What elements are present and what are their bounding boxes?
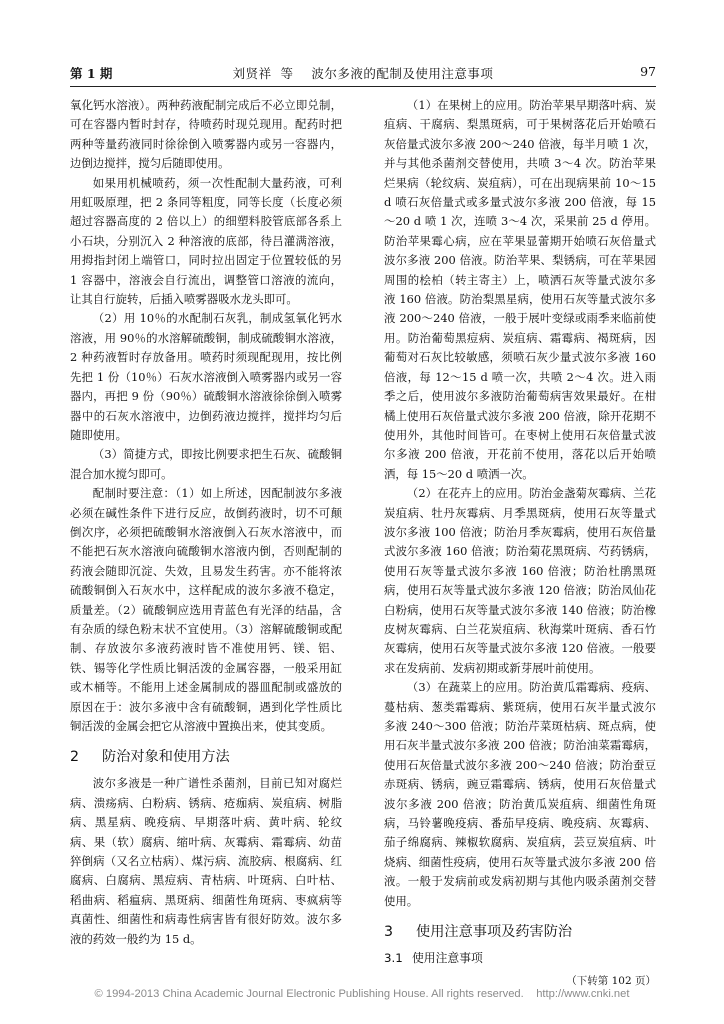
running-header (70, 62, 656, 87)
section-2-heading (70, 746, 342, 768)
left-column (70, 96, 342, 949)
paragraph-fruit-trees: （1）在果树上的应用。防治苹果早期落叶病、炭疽病、干腐病、梨黑斑病，可于果树落花后开始喷石灰倍量式波尔多液 200～240 倍液，每半月喷 1 次，并与其他杀菌剂交替使用，共喷 3～4 次。防治苹果烂果病（轮纹病、炭疽病），可在出现病果前 10～15 d 喷石灰倍量式或多量式波尔多液 200 倍液，每 15～20 d 喷 1 次，连喷 3～4 次，采果前 25 d 停用。防治苹果霉心病，应在苹果显蕾期开始喷石灰倍量式波尔多液 200 倍液。防治苹果、梨锈病，可在苹果园周围的桧柏（转主寄主）上，喷洒石灰等量式波尔多液 160 倍液。防治梨黑星病，使用石灰等量式波尔多液 200～240 倍液，一般于展叶变绿或雨季来临前使用。防治葡萄黑痘病、炭疽病、霜霉病、褐斑病，因葡萄对石灰比较敏感，须喷石灰少量式波尔多液 160 倍液，每 12～15 d 喷一次，共喷 2～4 次。进入雨季之后，使用波尔多液防治葡萄病害效果最好。在柑橘上使用石灰倍量式波尔多液 200 倍液，除开花期不使用外，其他时间皆可。在枣树上使用石灰倍量式波尔多液 200 倍液，开花前不使用，落花以后开始喷洒，每 15～20 d 喷洒一次。 (384, 98, 656, 481)
paragraph-vegetables: （3）在蔬菜上的应用。防治黄瓜霜霉病、疫病、蔓枯病、葱类霜霉病、紫斑病，使用石灰半量式波尔多液 240～300 倍液；防治芹菜斑枯病、斑点病，使用石灰半量式波尔多液 200 倍液；防治油菜霜霉病，使用石灰倍量式波尔多液 200～240 倍液；防治蚕豆赤斑病、锈病，豌豆霜霉病、锈病，使用石灰倍量式波尔多液 200 倍液；防治黄瓜炭疽病、细菌性角斑病，马铃薯晚疫病、番茄早疫病、晚疫病、灰霉病、茄子绵腐病、辣椒软腐病、炭疽病，芸豆炭疽病、叶烧病、细菌性疫病，使用石灰等量式波尔多液 200 倍液。一般于发病前或发病初期与其他内吸杀菌剂交替使用。 (384, 680, 656, 908)
paragraph-spectrum: 波尔多液是一种广谱性杀菌剂，目前已知对腐烂病、溃疡病、白粉病、锈病、疮痂病、炭疽病、树脂病、黑星病、晚疫病、早期落叶病、黄叶病、轮纹病、果（软）腐病、缩叶病、灰霉病、霜霉病、幼苗猝倒病（又名立枯病）、煤污病、流胶病、根腐病、红腐病、白腐病、黑痘病、青枯病、叶斑病、白叶枯、稻曲病、稻瘟病、黑斑病、细菌性角斑病、枣疯病等真菌性、细菌性和病毒性病害皆有很好防效。波尔多液的药效一般约为 15 d。 (70, 776, 342, 946)
section-title: 使用注意事项及药害防治 (416, 924, 573, 941)
subsection-3-1-heading (384, 949, 656, 968)
paragraph-precautions: 配制时要注意：（1）如上所述，因配制波尔多液必须在碱性条件下进行反应，故倒药液时，切不可颠倒次序，必须把硫酸铜水溶液倒入石灰水溶液中，而不能把石灰水溶液向硫酸铜水溶液内倒，否则配制的药液会随即沉淀、失效，且易发生药害。亦不能将浓硫酸铜倒入石灰水中，这样配成的波尔多液不稳定，质量差。（2）硫酸铜应选用青蓝色有光泽的结晶，含有杂质的绿色粉末状不宜使用。（3）溶解硫酸铜或配制、存放波尔多液药液时皆不准使用钙、镁、铝、铁、锡等化学性质比铜活泼的金属容器，一般采用缸或木桶等。不能用上述金属制成的器皿配制或盛放的原因在于：波尔多液中含有硫酸铜，遇到化学性质比铜活泼的金属会把它从溶液中置换出来，使其变质。 (70, 486, 342, 733)
subsection-number: 3.1 (384, 951, 403, 966)
section-3-heading (384, 921, 656, 943)
section-number: 3 (384, 924, 394, 941)
copyright-footer: © 1994-2013 China Academic Journal Electronic Publishing House. All rights reserved. http://www.cnki.net (94, 988, 630, 1000)
paragraph-method-3: （3）简捷方式，即按比例要求把生石灰、硫酸铜混合加水搅匀即可。 (70, 447, 342, 481)
paragraph-continued: 氧化钙水溶液）。两种药液配制完成后不必立即兑制，可在容器内暂时封存，待喷药时现兑现用。配药时把两种等量药液同时徐徐倒入喷雾器内或另一容器内，边倒边搅拌，搅匀后随即使用。 (70, 98, 342, 171)
paragraph-siphon-method: 如果用机械喷药，须一次性配制大量药液，可利用虹吸原理，把 2 条同等粗度，同等长度（长度必须超过容器高度的 2 倍以上）的细塑料胶管底部各系上小石块，分别沉入 2 种溶液的底部，待吕灌满溶液，用拇指封闭上端管口，同时拉出固定于位置较低的另 1 容器中，溶液会自行流出，调整管口溶液的流向，让其自行旋转，后插入喷雾器吸水龙头即可。 (70, 175, 342, 307)
issue-number: 第 1 期 (70, 66, 113, 81)
paragraph-method-2: （2）用 10％的水配制石灰乳，制成氢氧化钙水溶液，用 90％的水溶解硫酸铜，制成硫酸铜水溶液，2 种药液暂时存放备用。喷药时须现配现用，按比例先把 1 份（10％）石灰水溶液倒入喷雾器内或另一容器内，再把 9 份（90％）硫酸铜水溶液徐徐倒入喷雾器中的石灰水溶液中，边倒药液边搅拌，搅拌均匀后随即使用。 (70, 311, 342, 442)
section-title: 防治对象和使用方法 (102, 749, 230, 766)
page-number: 97 (640, 64, 656, 79)
section-number: 2 (70, 749, 80, 766)
right-column (384, 96, 656, 991)
continued-note: （下转第 102 页） (566, 975, 656, 988)
running-title: 刘贤祥 等 波尔多液的配制及使用注意事项 (232, 66, 494, 81)
paragraph-flowers: （2）在花卉上的应用。防治金盏菊灰霉病、兰花炭疽病、牡丹灰霉病、月季黑斑病，使用石灰等量式波尔多液 100 倍液；防治月季灰霉病，使用石灰倍量式波尔多液 160 倍液；防治菊花黑斑病、芍药锈病，使用石灰等量式波尔多液 160 倍液；防治杜鹃黑斑病，使用石灰等量式波尔多液 120 倍液；防治凤仙花白粉病，使用石灰等量式波尔多液 140 倍液；防治橡皮树灰霉病、白兰花炭疽病、秋海棠叶斑病、香石竹灰霉病，使用石灰等量式波尔多液 120 倍液。一般要求在发病前、发病初期或新芽展叶前使用。 (384, 486, 656, 675)
subsection-title: 使用注意事项 (412, 951, 483, 966)
